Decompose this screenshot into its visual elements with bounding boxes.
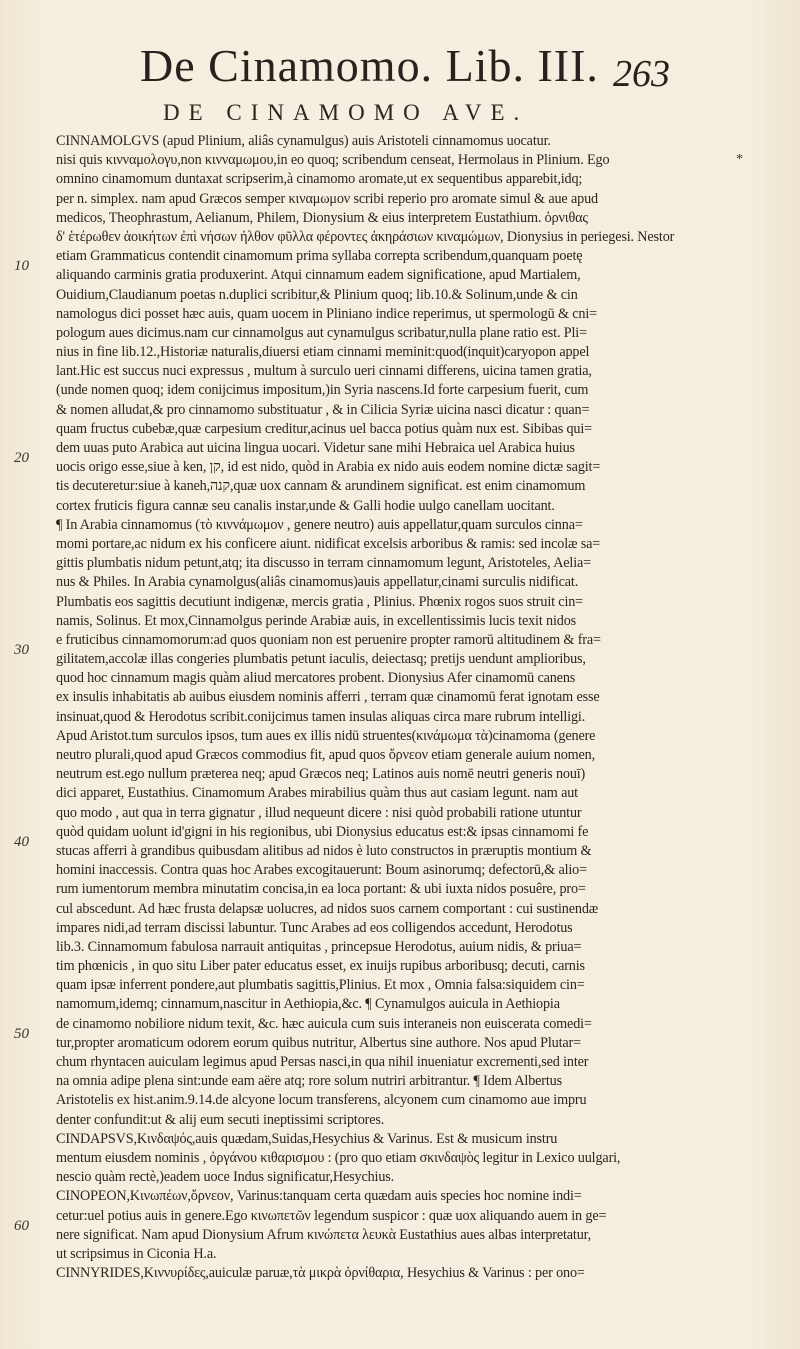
text-line: & nomen alludat,& pro cinnamomo substituatur , & in Cilicia Syriæ uicina nasci dicatur : quan=: [56, 401, 590, 418]
text-line: medicos, Theophrastum, Aelianum, Philem, Dionysium & eius interpretem Eustathium. ὀρνιθας: [56, 209, 588, 226]
text-line: cul abscedunt. Ad hæc frusta delapsæ uolucres, ad nidos suos carnem comportant : cui sustinendæ: [56, 900, 599, 917]
text-line: quam ipsæ inferrent pondere,aut plumbatis sagittis,Plinius. Et mox , Omnia falsa:siquidem cin=: [56, 977, 585, 994]
text-line: e fruticibus cinnamomorum:ad quos quoniam non est peruenire propter ramorū altitudinem & fra=: [56, 631, 601, 648]
text-line: nere significat. Nam apud Dionysium Afrum κινώπετα λευκὰ Eustathius aues albas interpretatur,: [56, 1226, 592, 1243]
text-line: CINNAMOLGVS (apud Plinium, aliâs cynamulgus) auis Aristoteli cinnamomus uocatur.: [56, 133, 551, 149]
text-line: neutro plurali,quod apud Græcos commodius fit, apud quos ὄρνεον etiam generale auium nomen,: [56, 747, 596, 763]
text-line: namomum,idemq; cinnamum,nascitur in Aethiopia,&c. ¶ Cynamulgos auicula in Aethiopia: [56, 996, 560, 1013]
text-line: ex insulis inhabitatis ab auibus eiusdem nominis afferri , terram quæ cinamomū ferat ignotam esse: [56, 689, 600, 706]
text-line: quod hoc cinnamum magis quàm aliud mercatores probent. Dionysius Afer cinamomū canens: [56, 670, 576, 687]
margin-line-number: 40: [14, 834, 29, 850]
text-line: quam fructus cubebæ,quæ carpesium creditur,acinus uel bacca potius quàm nux est. Sibibas qui=: [56, 420, 593, 437]
text-line: tim phœnicis , in quo situ Liber pater educatus esset, ex inuijs rupibus arboribusq; decuti, carnis: [56, 958, 585, 975]
text-line: dici apparet, Eustathius. Cinamomum Arabes mirabilius quàm thus aut casiam legunt. nam aut: [56, 785, 578, 802]
text-line: nus & Philes. In Arabia cynamolgus(aliâs cinamomus)auis appellatur,cinami surculis nidificat.: [56, 574, 579, 591]
text-line: cetur:uel potius auis in genere.Ego κινωπετῶν legendum suspicor : quæ uox aliquando auem in ge=: [56, 1207, 607, 1224]
margin-asterisk: *: [736, 152, 743, 167]
text-line: de cinamomo nobiliore nidum texit, &c. hæc auicula cum suis interaneis non euiscerata comedi=: [56, 1015, 592, 1032]
text-line: (unde nomen quoq; idem conijcimus impositum,)in Syria nascens.Id forte carpesium fuerit, cum: [56, 382, 589, 399]
text-line: homini inaccessis. Contra quas hoc Arabes excogitauerunt: Boum asinorumq; defectorū,& alio=: [56, 862, 587, 879]
text-line: CINDAPSVS,Κινδαψός,auis quædam,Suidas,Hesychius & Varinus. Est & musicum instru: [56, 1130, 558, 1147]
text-line: mentum eiusdem nominis , ὀργάνου κιθαρισμου : (pro quo etiam σκινδαψὸς legitur in Lexico uulgari,: [56, 1149, 621, 1166]
margin-line-number: 30: [14, 642, 29, 658]
text-line: insinuat,quod & Herodotus scribit.conijcimus tamen insulas aliquas circa mare rubrum intelligi.: [56, 708, 586, 725]
text-line: nisi quis κινναμολογυ,non κινναμωμου,in eo quoq; scribendum censeat, Hermolaus in Plinium. Ego: [56, 152, 610, 169]
text-line: CINNYRIDES,Κιννυρίδες,auiculæ paruæ,τὰ μικρὰ ὀρνίθαρια, Hesychius & Varinus : per ono=: [56, 1265, 585, 1282]
text-line: rum iumentorum membra minutatim concisa,in ea loca portant: & ubi iuxta nidos posuêre, pro=: [56, 881, 586, 898]
text-line: aliquando carminis gratia produxerint. Atqui cinnamum eadem significatione, apud Martialem,: [56, 267, 581, 284]
running-head: [140, 38, 670, 95]
text-line: namologus dici posset hæc auis, quam uocem in Pliniano indice reperimus, ut spermologū & cni=: [56, 305, 597, 322]
text-line: uocis origo esse,siue à ken, קן, id est nido, quòd in Arabia ex nido auis eodem nomine dictæ sagit=: [56, 459, 601, 476]
text-line: neutrum est.ego nullum præterea neq; apud Græcos neq; Latinos auis nomē neutri generis nouī): [56, 766, 586, 783]
text-line: quo modo , aut qua in terra gignatur , illud nequeunt dicere : nisi quòd probabili ratione utuntur: [56, 804, 582, 821]
text-line: Aristotelis ex hist.anim.9.14.de alcyone locum transferens, alcyonem cum cinamomo aue impru: [56, 1092, 587, 1109]
text-line: lib.3. Cinnamomum fabulosa narrauit antiquitas , princepsue Herodotus, auium nidis, & priua=: [56, 938, 582, 955]
text-line: Plumbatis eos sagittis decutiunt indigenæ, mercis gratia , Plinius. Phœnix rogos suos struit cin=: [56, 593, 584, 610]
margin-line-number: 20: [14, 450, 29, 466]
text-line: na omnia adipe plena sint:unde eam aëre atq; rore solum nutriri arbitrantur. ¶ Idem Albertus: [56, 1073, 562, 1090]
section-heading: DE CINAMOMO AVE.: [163, 100, 529, 125]
text-line: etiam Grammaticus contendit cinamomum prima syllaba correpta scribendum,quanquam poetę: [56, 248, 583, 265]
text-line: ¶ In Arabia cinnamomus (τὸ κιννάμωμον , genere neutro) auis appellatur,quam surculos cinna=: [56, 516, 583, 533]
text-line: tis decuteretur:siue à kaneh,קנה,quæ uox cannam & arundinem significat. est enim cinamomum: [56, 478, 586, 495]
margin-line-number: 60: [14, 1218, 29, 1234]
text-line: lant.Hic est succus nuci expressus , multum à surculo ueri cinnami differens, uicina tamen gratia,: [56, 363, 592, 380]
text-line: Apud Aristot.tum surculos ipsos, tum aues ex illis nidū struentes(κινάμωμα τὰ)cinamoma (genere: [56, 727, 596, 744]
text-line: tur,propter aromaticum odorem eorum quibus nutritur, Albertus sine authore. Nos apud Plutar=: [56, 1034, 581, 1051]
text-line: impares nidi,ad terram discissi labuntur. Tunc Arabes ad eos colligendos accedunt, Herodotus: [56, 919, 573, 936]
text-line: nescio quàm rectè,)eadem uoce Indus significatur,Hesychius.: [56, 1169, 395, 1186]
text-line: CINOPEON,Κινωπέων,ὄρνεον, Varinus:tanquam certa quædam auis species hoc nomine indi=: [56, 1188, 582, 1205]
text-line: δ' ἑτέρωθεν ἀοικήτων ἐπὶ νήσων ἠλθον φῦλλα φέροντες ἀκηράσιων κιναμώμων, Dionysius in periegesi. Nestor: [56, 228, 675, 245]
text-line: denter confundit:ut & alij eum secuti ineptissimi scriptores.: [56, 1111, 385, 1128]
body-text: [56, 132, 728, 1283]
margin-line-number: 10: [14, 258, 29, 274]
text-line: Ouidium,Claudianum poetas n.duplici scribitur,& Plinium quoq; lib.10.& Solinum,unde & cin: [56, 286, 578, 303]
text-line: nius in fine lib.12.,Historiæ naturalis,diuersi etiam cinnami meminit:quod(inquit)caryopon appel: [56, 344, 590, 361]
text-line: momi portare,ac nidum ex his conficere aiunt. nidificat excelsis arboribus & ramis: sed incolæ sa=: [56, 535, 601, 552]
text-line: ut scripsimus in Ciconia H.a.: [56, 1245, 217, 1262]
text-line: cortex fruticis figura cannæ seu canalis instar,unde & Galli hodie uulgo canellam uocitant.: [56, 497, 555, 514]
text-line: pologum aues dicimus.nam cur cinnamolgus aut cynamulgus scribatur,nulla plane ratio est. Pli=: [56, 324, 587, 341]
text-line: stucas afferri à grandibus quibusdam alitibus ad nidos è luto constructos in præruptis montium &: [56, 842, 592, 859]
text-line: gittis plumbatis nidum petunt,atq; ita discusso in terram cinnamomum legunt, Aristoteles, Aelia=: [56, 555, 592, 572]
text-line: namis, Solinus. Et mox,Cinnamolgus perinde Arabiæ auis, in excellentissimis lucis texit nidos: [56, 612, 577, 629]
page-number: 263: [613, 53, 670, 95]
text-line: gilitatem,accolæ illas congeries plumbatis petunt iaculis, deiectasq; pretijs uendunt amplioribus,: [56, 651, 586, 668]
text-line: dem uuas puto Arabica aut uicina lingua uocari. Videtur sane mihi Hebraica uel Arabica huius: [56, 440, 575, 456]
text-line: quòd quidam uolunt id'gigni in his regionibus, ubi Dionysius educatus est:& ipsas cinnamomi fe: [56, 823, 589, 840]
page-title: De Cinamomo. Lib. III.: [140, 40, 599, 91]
text-line: per n. simplex. nam apud Græcos semper κιναμωμον scribi reperio pro aromate simul & aue apud: [56, 190, 598, 207]
text-line: omnino cinamomum duntaxat scripserim,à cinamomo aromate,ut ex sequentibus apparebit,idq;: [56, 171, 583, 188]
margin-line-number: 50: [14, 1026, 29, 1042]
text-line: chum rhyntacen auiculam legimus apud Persas nasci,in qua nihil inueniatur excrementi,sed inter: [56, 1054, 589, 1070]
